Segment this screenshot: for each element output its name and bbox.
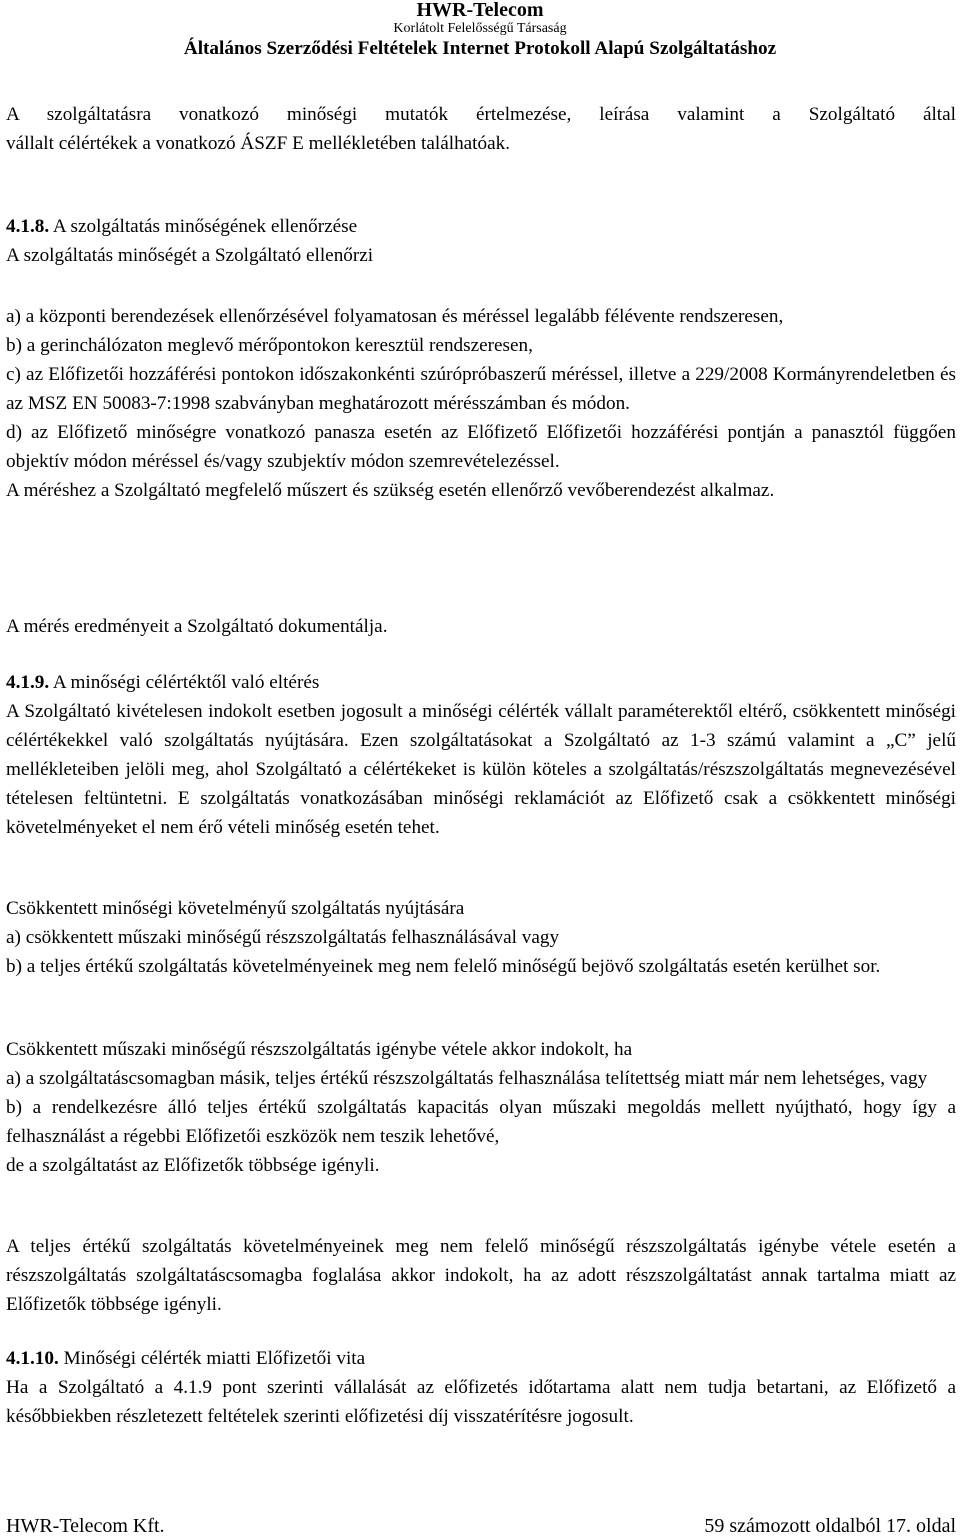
list-item-b: b) a gerinchálózaton meglevő mérőpontokon keresztül rendszeresen, (6, 335, 533, 356)
footer-page-number: 59 számozott oldalból 17. oldal (704, 1515, 956, 1537)
intro-line-2: vállalt célértékek a vonatkozó ÁSZF E mellékletében találhatóak. (6, 133, 511, 154)
section-heading-4-1-8 (6, 212, 956, 241)
intro-line-1: A szolgáltatásra vonatkozó minőségi mutatók értelmezése, leírása valamint a Szolgáltató által (6, 104, 956, 125)
section-number: 4.1.10. (6, 1348, 59, 1369)
intro-paragraph (6, 100, 956, 158)
reduced-quality-lead: Csökkentett minőségi követelményű szolgáltatás nyújtására (6, 898, 465, 919)
reduced-technical-lead: Csökkentett műszaki minőségű részszolgáltatás igénybe vétele akkor indokolt, ha (6, 1039, 633, 1060)
header-company-type: Korlátolt Felelősségű Társaság (393, 21, 567, 36)
page-header (0, 0, 960, 61)
section-4-1-9 (6, 668, 956, 842)
section-4-1-8-list (6, 302, 956, 505)
full-value-paragraph-block (6, 1232, 956, 1319)
section-title: A szolgáltatás minőségének ellenőrzése (49, 216, 358, 237)
section-heading-4-1-10 (6, 1344, 956, 1373)
reduced-quality-item-a: a) csökkentett műszaki minőségű részszolgáltatás felhasználásával vagy (6, 927, 560, 948)
header-company: HWR-Telecom (416, 0, 544, 21)
reduced-technical-item-a: a) a szolgáltatáscsomagban másik, teljes értékű részszolgáltatás felhasználása telítettség miatt már nem lehetséges, vagy (6, 1068, 928, 1089)
documentation-paragraph (6, 612, 956, 641)
section-4-1-8 (6, 212, 956, 270)
page-footer (6, 1512, 956, 1540)
section-lead: A szolgáltatás minőségét a Szolgáltató ellenőrzi (6, 245, 374, 266)
reduced-quality-item-b: b) a teljes értékű szolgáltatás követelményeinek meg nem felelő minőségű bejövő szolgáltatás esetén kerülhet sor. (6, 956, 881, 977)
section-title: Minőségi célérték miatti Előfizetői vita (58, 1348, 366, 1369)
list-item-c: c) az Előfizetői hozzáférési pontokon időszakonkénti szúrópróbaszerű méréssel, illetve a 229/2008 Kormányrendeletben és az MSZ EN 50083-7:1998 szabványban meghatározott mérésszámban és módon. (6, 364, 956, 414)
reduced-technical-item-b: b) a rendelkezésre álló teljes értékű szolgáltatás kapacitás olyan műszaki megoldás mellett nyújtható, hogy így a felhasználást a régebbi Előfizetői eszközök nem teszik lehetővé, (6, 1097, 956, 1147)
measurement-paragraph: A méréshez a Szolgáltató megfelelő műszert és szükség esetén ellenőrző vevőberendezést alkalmaz. (6, 480, 775, 501)
header-document-title: Általános Szerződési Feltételek Internet Protokoll Alapú Szolgáltatáshoz (183, 38, 777, 59)
section-number: 4.1.8. (6, 216, 50, 237)
section-4-1-10 (6, 1344, 956, 1431)
deviation-paragraph: A Szolgáltató kivételesen indokolt esetben jogosult a minőségi célérték vállalt paraméterektől eltérő, csökkentett minőségi célértékekkel való szolgáltatás nyújtására. Ezen szolgáltatásokat a Szolgáltató az 1-3 számú valamint a „C” jelű mellékleteiben jelöli meg, ahol Szolgáltató a célértékeket is külön köteles a szolgáltatás/részszolgáltatás megnevezésével tételesen feltüntetni. E szolgáltatás vonatkozásában minőségi reklamációt az Előfizető csak a csökkentett minőségi követelményeket el nem érő vételi minőség esetén tehet. (6, 701, 956, 838)
reduced-quality-block (6, 894, 956, 981)
refund-paragraph: Ha a Szolgáltató a 4.1.9 pont szerinti vállalását az előfizetés időtartama alatt nem tudja betartani, az Előfizető a későbbiekben részletezett feltételek szerinti előfizetési díj visszatérítésre jogosult. (6, 1377, 956, 1427)
section-heading-4-1-9 (6, 668, 956, 697)
section-title: A minőségi célértéktől való eltérés (49, 672, 320, 693)
documentation-text: A mérés eredményeit a Szolgáltató dokumentálja. (6, 616, 388, 637)
footer-company: HWR-Telecom Kft. (6, 1515, 165, 1537)
reduced-technical-block (6, 1035, 956, 1180)
reduced-technical-item-c: de a szolgáltatást az Előfizetők többsége igényli. (6, 1155, 380, 1176)
list-item-d: d) az Előfizető minőségre vonatkozó panasza esetén az Előfizető Előfizetői hozzáférési pontján a panasztól függően objektív módon méréssel és/vagy szubjektív módon szemrevételezéssel. (6, 422, 956, 472)
section-number: 4.1.9. (6, 672, 50, 693)
list-item-a: a) a központi berendezések ellenőrzésével folyamatosan és méréssel legalább félévente rendszeresen, (6, 306, 784, 327)
full-value-paragraph: A teljes értékű szolgáltatás követelményeinek meg nem felelő minőségű részszolgáltatás igénybe vétele esetén a részszolgáltatás szolgáltatáscsomagba foglalása akkor indokolt, ha az adott részszolgáltatást annak tartalma miatt az Előfizetők többsége igényli. (6, 1236, 956, 1315)
